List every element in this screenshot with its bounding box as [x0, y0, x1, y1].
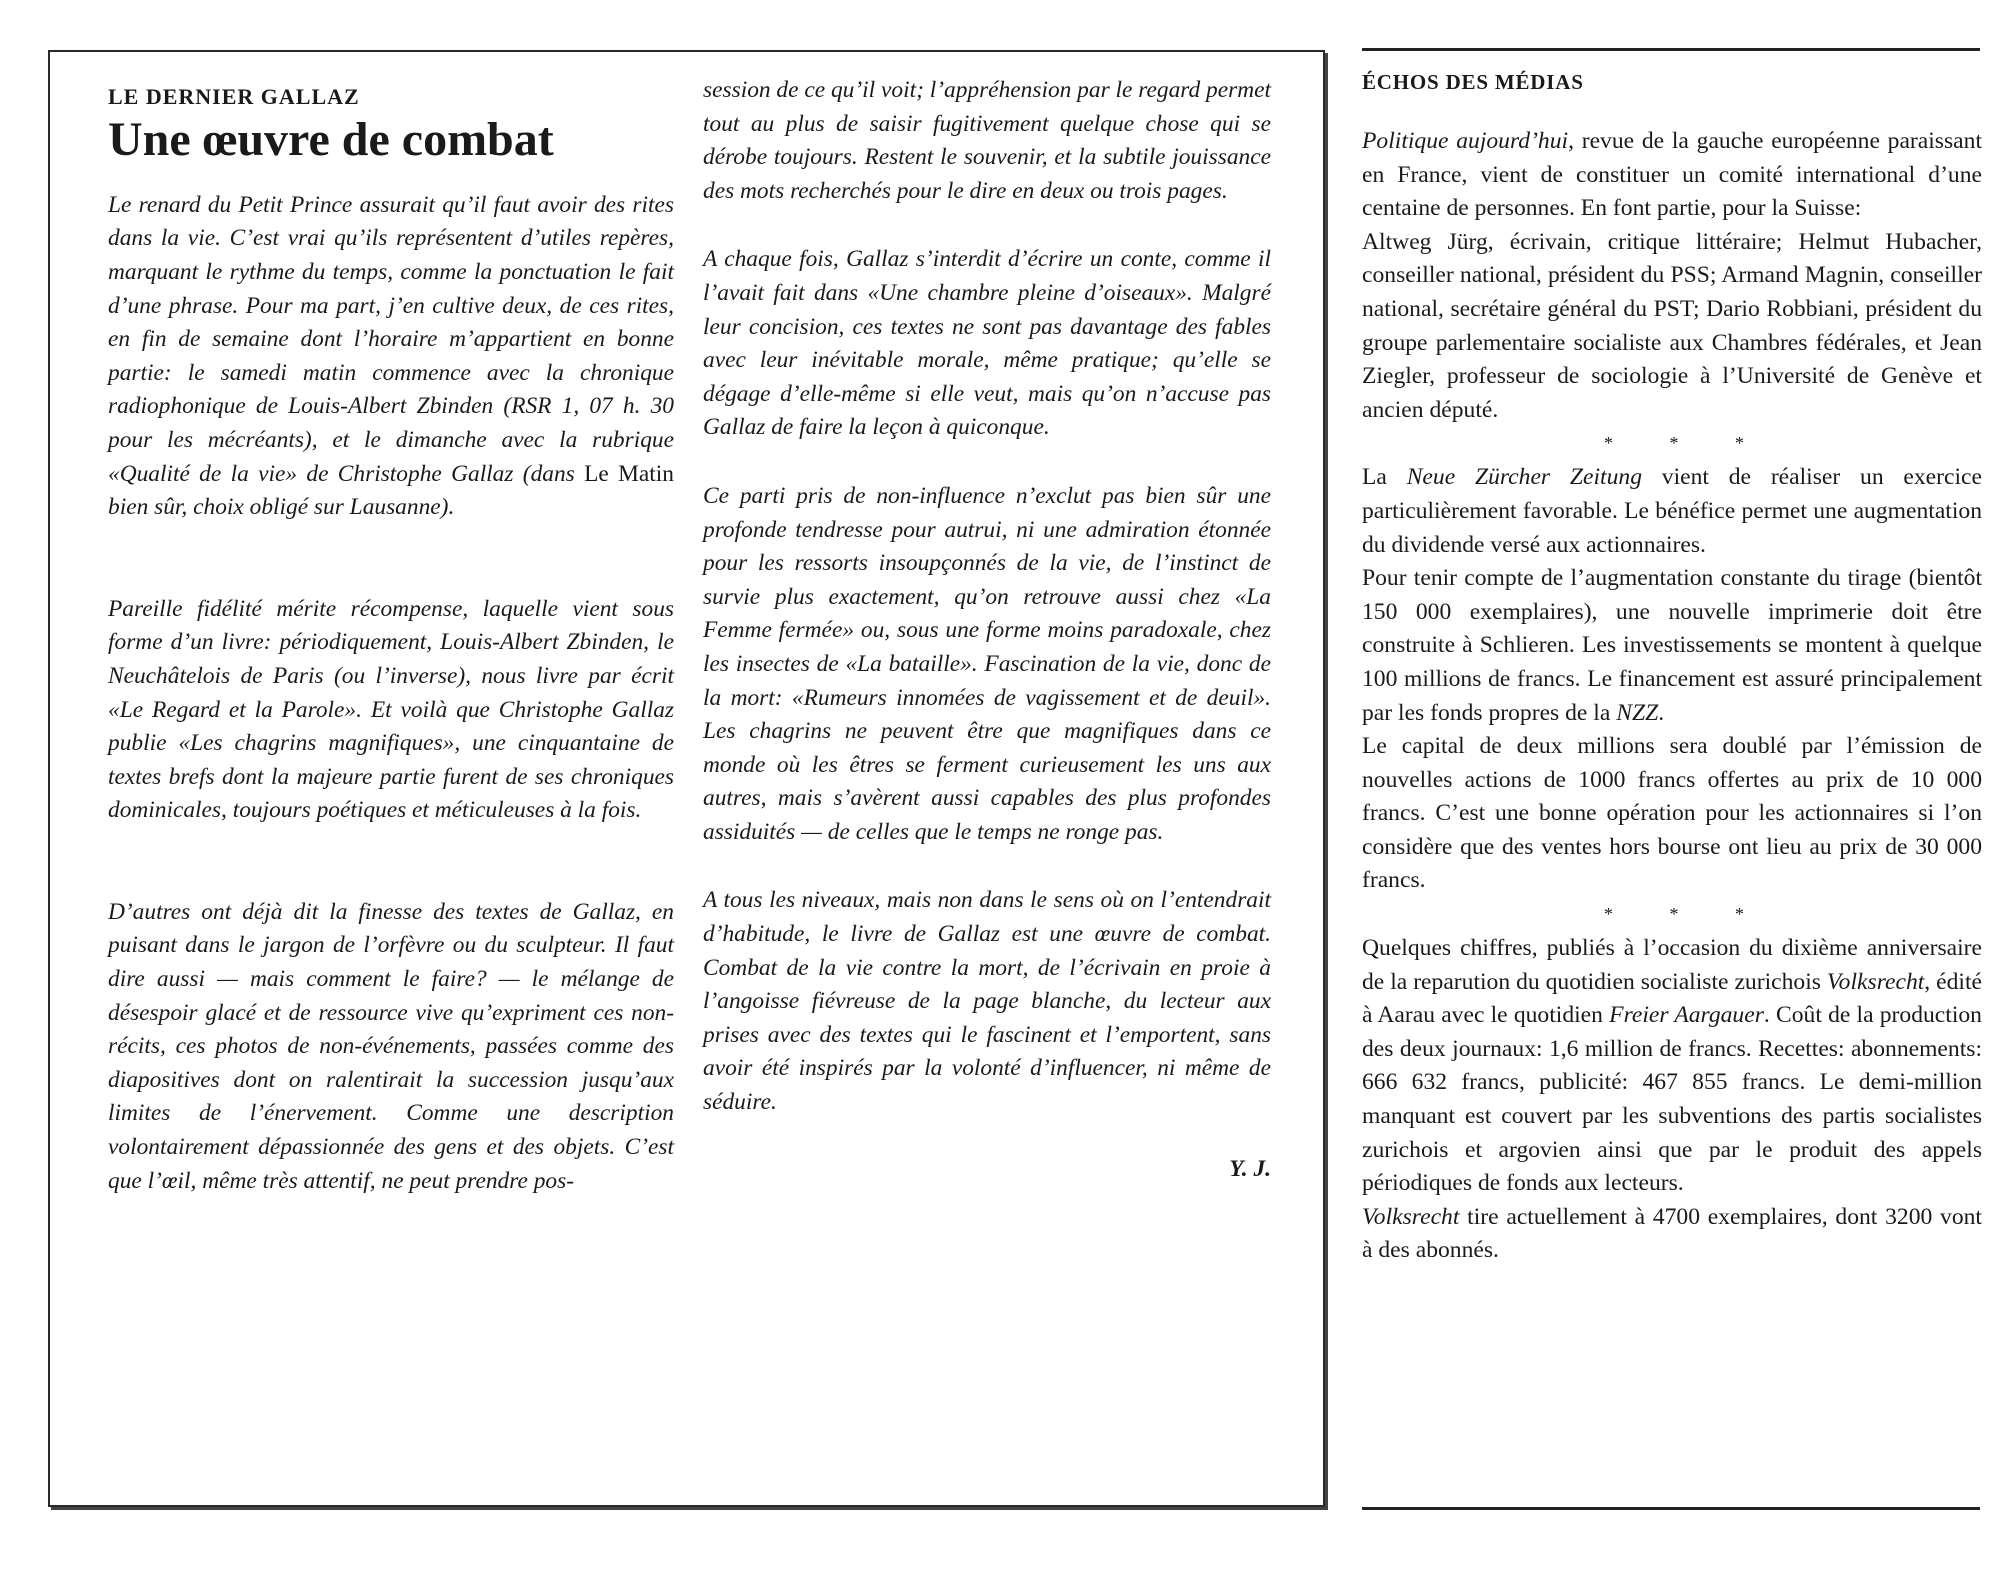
- article-paragraph: A chaque fois, Gallaz s’interdit d’écrire un conte, comme il l’avait fait dans «Une chambre pleine d’oiseaux». Malgré leur concision, ces textes ne sont pas davantage des fables avec leur inévitable morale, même pratique; qu’elle se dégage d’elle-même si elle veut, mais qu’on n’accuse pas Gallaz de faire la leçon à quiconque.: [703, 246, 1271, 441]
- article-title: Une œuvre de combat: [108, 113, 554, 166]
- separator-stars: * * *: [1604, 433, 1770, 454]
- top-rule: [1362, 48, 1980, 51]
- news-paragraph: Le capital de deux millions sera doublé par l’émission de nouvelles actions de 1000 francs offertes au prix de 10 000 francs. C’est une bonne opération pour les actionnaires si l’on considère que des ventes hors bourse ont lieu au prix de 30 000 francs.: [1362, 733, 1982, 894]
- news-paragraph: Volksrecht tire actuellement à 4700 exemplaires, dont 3200 vont à des abonnés.: [1362, 1203, 1982, 1264]
- article-kicker: LE DERNIER GALLAZ: [108, 84, 360, 109]
- article-paragraph: Le renard du Petit Prince assurait qu’il faut avoir des rites dans la vie. C’est vrai qu’ils représentent d’utiles repères, marquant le rythme du temps, comme la ponctuation le fait d’une phrase. Pour ma part, j’en cultive deux, de ces rites, en fin de semaine dont l’horaire m’appartient en bonne partie: le samedi matin commence avec la chronique radiophonique de Louis-Albert Zbinden (RSR 1, 07 h. 30 pour les mécréants), et le dimanche avec la rubrique «Qualité de la vie» de Christophe Gallaz (dans Le Matin bien sûr, choix obligé sur Lausanne).: [108, 191, 674, 521]
- bottom-rule: [1362, 1507, 1980, 1510]
- article-paragraph: session de ce qu’il voit; l’appréhension par le regard permet tout au plus de saisir fugitivement quelque chose qui se dérobe toujours. Restent le souvenir, et la subtile jouissance des mots recherchés pour le dire en deux ou trois pages.: [703, 77, 1271, 204]
- news-paragraph: Quelques chiffres, publiés à l’occasion du dixième anniversaire de la reparution du quotidien socialiste zurichois Volksrecht, édité à Aarau avec le quotidien Freier Aargauer. Coût de la production des deux journaux: 1,6 million de francs. Recettes: abonnements: 666 632 francs, publicité: 467 855 francs. Le demi-million manquant est couvert par les subventions des partis socialistes zurichois et argovien ainsi que par le produit des appels périodiques de fonds aux lecteurs.: [1362, 935, 1982, 1197]
- news-paragraph: Pour tenir compte de l’augmentation constante du tirage (bientôt 150 000 exemplaires), une nouvelle imprimerie doit être construite à Schlieren. Les investissements se montent à quelque 100 millions de francs. Le financement est assuré principalement par les fonds propres de la NZZ.: [1362, 565, 1982, 726]
- echos-column: [1362, 60, 1982, 1268]
- article-paragraph: D’autres ont déjà dit la finesse des textes de Gallaz, en puisant dans le jargon de l’orfèvre ou du sculpteur. Il faut dire aussi — mais comment le faire? — le mélange de désespoir glacé et de ressource vive qu’expriment ces non-récits, ces photos de non-événements, passées comme des diapositives dont on ralentirait la succession jusqu’aux limites de l’énervement. Comme une description volontairement dépassionnée des gens et des objets. C’est que l’œil, même très attentif, ne peut prendre pos-: [108, 898, 674, 1194]
- separator-stars: * * *: [1604, 904, 1770, 925]
- news-paragraph: Altweg Jürg, écrivain, critique littéraire; Helmut Hubacher, conseiller national, président du PSS; Armand Magnin, conseiller national, secrétaire général du PST; Dario Robbiani, président du groupe parlementaire socialiste aux Chambres fédérales, et Jean Ziegler, professeur de sociologie à l’Université de Genève et ancien député.: [1362, 228, 1982, 423]
- article-paragraph: A tous les niveaux, mais non dans le sens où on l’entendrait d’habitude, le livre de Gallaz est une œuvre de combat. Combat de la vie contre la mort, de l’écrivain en proie à l’angoisse fiévreuse de la page blanche, du lecteur aux prises avec des textes qui le fascinent et l’emportent, sans avoir été inspirés par la volonté d’influencer, ni même de séduire.: [703, 887, 1271, 1116]
- article-column-2: [703, 74, 1271, 1219]
- article-column-1: [108, 80, 674, 1231]
- article-paragraph: Pareille fidélité mérite récompense, laquelle vient sous forme d’un livre: périodiquement, Louis-Albert Zbinden, le Neuchâtelois de Paris (ou l’inverse), nous livre par écrit «Le Regard et la Parole». Et voilà que Christophe Gallaz publie «Les chagrins magnifiques», une cinquantaine de textes brefs dont la majeure partie furent de ses chroniques dominicales, toujours poétiques et méticuleuses à la fois.: [108, 595, 674, 824]
- news-paragraph: Politique aujourd’hui, revue de la gauche européenne paraissant en France, vient de constituer un comité international d’une centaine de personnes. En font partie, pour la Suisse:: [1362, 128, 1982, 222]
- article-signature: Y. J.: [1229, 1155, 1271, 1182]
- section-heading: ÉCHOS DES MÉDIAS: [1362, 70, 1584, 94]
- article-paragraph: Ce parti pris de non-influence n’exclut pas bien sûr une profonde tendresse pour autrui, ni une admiration étonnée pour les ressorts insoupçonnés de la vie, de l’instinct de survie plus exactement, qu’on retrouve aussi chez «La Femme fermée» ou, sous une forme moins paradoxale, chez les insectes de «La bataille». Fascination de la vie, donc de la mort: «Rumeurs innomées de vagissement et de deuil». Les chagrins ne peuvent être que magnifiques dans ce monde où les êtres se ferment curieusement les uns aux autres, mais s’avèrent aussi capables des plus profondes assiduités — de celles que le temps ne ronge pas.: [703, 482, 1271, 845]
- news-paragraph: La Neue Zürcher Zeitung vient de réaliser un exercice particulièrement favorable. Le bénéfice permet une augmentation du dividende versé aux actionnaires.: [1362, 464, 1982, 558]
